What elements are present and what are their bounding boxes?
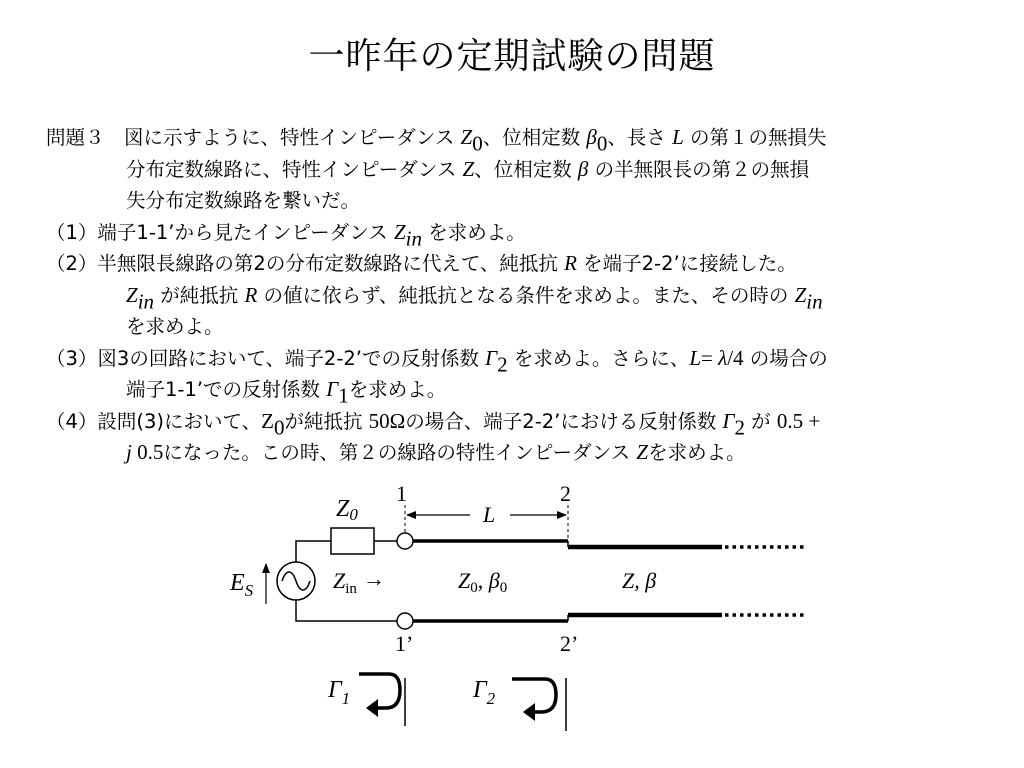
line-2 — [568, 547, 805, 615]
line-2-label: Z, β — [622, 568, 657, 593]
question-3-cont: 端子1-1’での反射係数 $\Gamma_1$を求めよ。 — [126, 377, 447, 408]
line-1-label: Z0, β0 — [458, 568, 508, 596]
node-2p-label: 2’ — [560, 631, 579, 656]
page-title: 一昨年の定期試験の問題 — [308, 36, 716, 77]
question-3: （3）図3の回路において、端子2-2’での反射係数 $\Gamma_2$ を求めよ。さらに、L= λ/4 の場合の — [46, 345, 828, 376]
problem-line-2: 分布定数線路に、特性インピーダンス Z、位相定数 β の半無限長の第２の無損 — [126, 156, 810, 181]
gamma-1-label: $\Gamma_1$ — [328, 677, 351, 708]
circuit-diagram — [0, 470, 1024, 768]
length-label: L — [483, 502, 496, 527]
node-2-label: 2 — [560, 481, 571, 506]
node-1p-label: 1’ — [395, 631, 414, 656]
problem-line-3: 失分布定数線路を繋いだ。 — [126, 189, 361, 212]
question-2: （2）半無限長線路の第2の分布定数線路に代えて、純抵抗 R を端子2-2’に接続した。 — [46, 251, 797, 275]
gamma-2-label: $\Gamma_2$ — [473, 677, 496, 708]
question-2-cont: $Z_{in}$ が純抵抗 R の値に依らず、純抵抗となる条件を求めよ。また、その時の $Z_{in}$ — [126, 282, 823, 313]
question-1: （1）端子1-1’から見たインピーダンス $Z_{in}$ を求めよ。 — [46, 219, 526, 250]
input-impedance-arrow: → — [363, 566, 385, 591]
input-impedance-label: $Z_{in}$ — [333, 568, 357, 597]
question-4-cont: j 0.5になった。この時、第２の線路の特性インピーダンス Zを求めよ。 — [126, 440, 746, 464]
source-impedance-box — [331, 528, 374, 554]
problem-line-1: 問題３ 図に示すように、特性インピーダンス $Z_0$、位相定数 $\beta_0$、長さ L の第１の無損失 — [46, 125, 827, 156]
source-impedance-label: Z0 — [336, 496, 358, 524]
reflection-arrow-1-icon — [359, 674, 400, 708]
source-voltage-label: $E_S$ — [230, 570, 254, 600]
question-4: （4）設問(3)において、$Z_0$が純抵抗 50Ωの場合、端子2-2’における反射係数 $\Gamma_2$ が 0.5 + — [46, 408, 821, 439]
question-2-cont2: を求めよ。 — [126, 315, 224, 338]
node-1-label: 1 — [396, 481, 407, 506]
problem-text — [46, 122, 986, 469]
terminal-1 — [397, 533, 413, 549]
terminal-1-prime — [397, 613, 413, 629]
